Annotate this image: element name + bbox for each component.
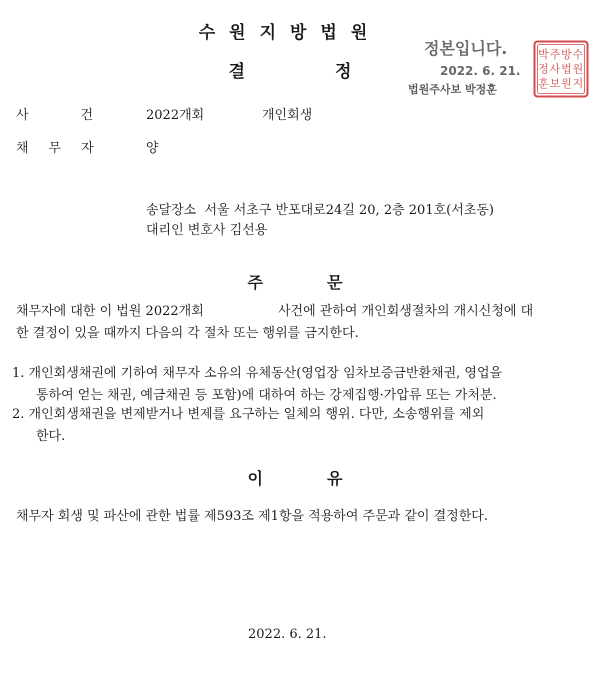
debtor-name: 양 <box>146 141 159 156</box>
case-kind: 개인회생 <box>262 108 313 123</box>
decision-date: 2022. 6. 21. <box>248 627 327 642</box>
seal-glyph: 훈 <box>538 77 549 90</box>
case-label: 사건 <box>16 108 146 123</box>
certifying-officer: 법원주사보 박정훈 <box>408 83 497 96</box>
seal-glyph: 수 <box>572 48 584 61</box>
order-heading: 주문 <box>247 273 407 292</box>
order-item-1-line1: 1. 개인회생채권에 기하여 채무자 소유의 유체동산(영업장 임차보증금반환채권, 영업을 <box>12 366 503 381</box>
debtor-label: 채무자 <box>16 141 114 156</box>
order-item-2-line1: 2. 개인회생채권을 변제받거나 변제를 요구하는 일체의 행위. 다만, 소송행위를 제외 <box>12 407 485 422</box>
order-intro-part2: 사건에 관하여 개인회생절차의 개시신청에 대 <box>278 304 534 319</box>
seal-glyph: 정 <box>538 62 549 76</box>
order-item-2-line2: 한다. <box>36 429 66 444</box>
seal-glyph: 박 <box>538 48 549 61</box>
seal-glyph: 방 <box>561 48 572 61</box>
certified-copy-text: 정본입니다. <box>424 39 508 58</box>
order-item-1-line2: 통하여 얻는 채권, 예금채권 등 포함)에 대하여 하는 강제집행·가압류 또는 가처분. <box>36 388 497 403</box>
seal-glyph: 법 <box>561 62 572 76</box>
seal-glyph: 원 <box>561 77 572 90</box>
legal-agent: 대리인 변호사 김선용 <box>146 223 268 238</box>
seal-glyph: 원 <box>572 62 584 76</box>
court-name: 수원지방법원 <box>198 23 382 43</box>
seal-glyph: 주 <box>549 48 561 61</box>
document-title: 결정 <box>228 62 442 82</box>
seal-glyph: 사 <box>549 62 561 76</box>
court-seal-icon <box>533 40 589 98</box>
certification-date: 2022. 6. 21. <box>440 64 521 78</box>
order-intro-part1: 채무자에 대한 이 법원 2022개회 <box>16 304 204 319</box>
seal-glyph: 보 <box>549 77 561 90</box>
order-intro-part3: 한 결정이 있을 때까지 다음의 각 절차 또는 행위를 금지한다. <box>16 326 359 341</box>
reason-heading: 이유 <box>247 469 407 488</box>
seal-glyph: 지 <box>572 77 584 90</box>
case-number: 2022개회 <box>146 108 205 123</box>
reason-text: 채무자 회생 및 파산에 관한 법률 제593조 제1항을 적용하여 주문과 같이 결정한다. <box>16 509 488 524</box>
service-address: 송달장소 서울 서초구 반포대로24길 20, 2층 201호(서초동) <box>146 203 494 218</box>
